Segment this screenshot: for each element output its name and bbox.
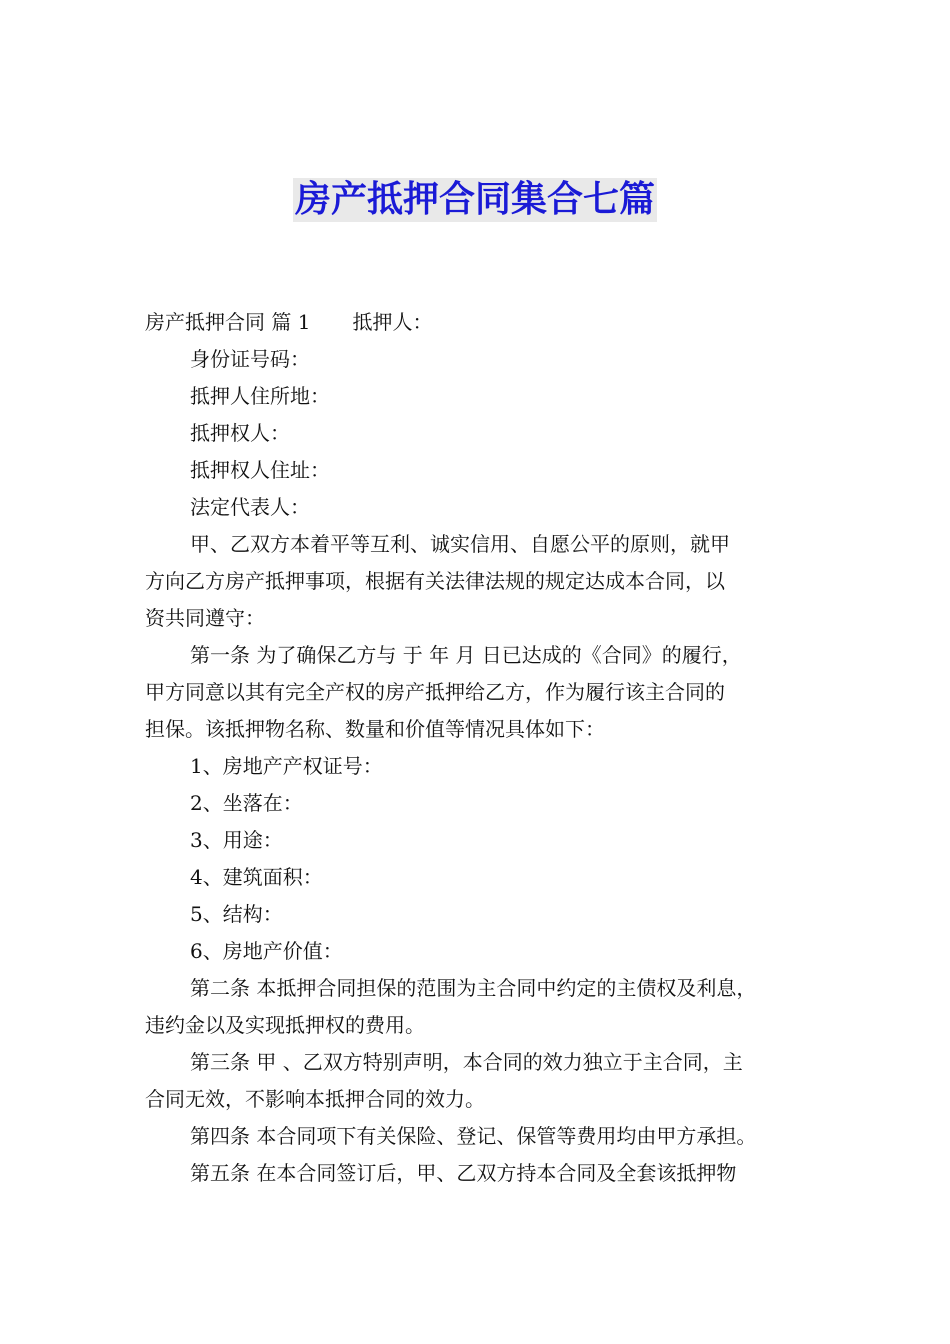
document-title: 房产抵押合同集合七篇 — [294, 179, 655, 220]
paragraph-line: 合同无效，不影响本抵押合同的效力。 — [145, 1087, 485, 1111]
paragraph-line: 第三条 甲 、乙双方特别声明，本合同的效力独立于主合同，主 — [190, 1050, 743, 1074]
list-item: 4、建筑面积： — [190, 865, 323, 889]
field-mortgagor-address: 抵押人住所地： — [190, 384, 330, 408]
article-1-paragraph — [145, 637, 810, 748]
field-legal-representative: 法定代表人： — [190, 495, 310, 519]
contract-heading-line — [145, 304, 810, 341]
article-3-paragraph — [145, 1044, 810, 1118]
paragraph-line: 担保。该抵押物名称、数量和价值等情况具体如下： — [145, 717, 605, 741]
title-container — [0, 178, 950, 222]
field-mortgagee: 抵押权人： — [190, 421, 290, 445]
paragraph-line: 第二条 本抵押合同担保的范围为主合同中约定的主债权及利息， — [190, 976, 757, 1000]
list-item: 1、房地产产权证号： — [190, 754, 383, 778]
document-body — [145, 304, 810, 1192]
paragraph-line: 资共同遵守： — [145, 606, 265, 630]
paragraph-line: 甲、乙双方本着平等互利、诚实信用、自愿公平的原则，就甲 — [190, 532, 730, 556]
list-item: 5、结构： — [190, 902, 283, 926]
paragraph-line: 甲方同意以其有完全产权的房产抵押给乙方，作为履行该主合同的 — [145, 680, 725, 704]
paragraph-line: 方向乙方房产抵押事项，根据有关法律法规的规定达成本合同，以 — [145, 569, 725, 593]
field-mortgagee-address: 抵押权人住址： — [190, 458, 330, 482]
list-item: 2、坐落在： — [190, 791, 303, 815]
article-5-paragraph: 第五条 在本合同签订后，甲、乙双方持本合同及全套该抵押物 — [190, 1161, 737, 1185]
mortgagor-field: 抵押人： — [352, 310, 433, 334]
paragraph-line: 违约金以及实现抵押权的费用。 — [145, 1013, 425, 1037]
list-item: 3、用途： — [190, 828, 283, 852]
article-4-paragraph: 第四条 本合同项下有关保险、登记、保管等费用均由甲方承担。 — [190, 1124, 757, 1148]
article-2-paragraph — [145, 970, 810, 1044]
intro-paragraph — [145, 526, 810, 637]
contract-heading: 房产抵押合同 篇 1 — [145, 310, 311, 334]
field-id-number: 身份证号码： — [190, 347, 310, 371]
paragraph-line: 第一条 为了确保乙方与 于 年 月 日已达成的《合同》的履行， — [190, 643, 742, 667]
list-item: 6、房地产价值： — [190, 939, 343, 963]
